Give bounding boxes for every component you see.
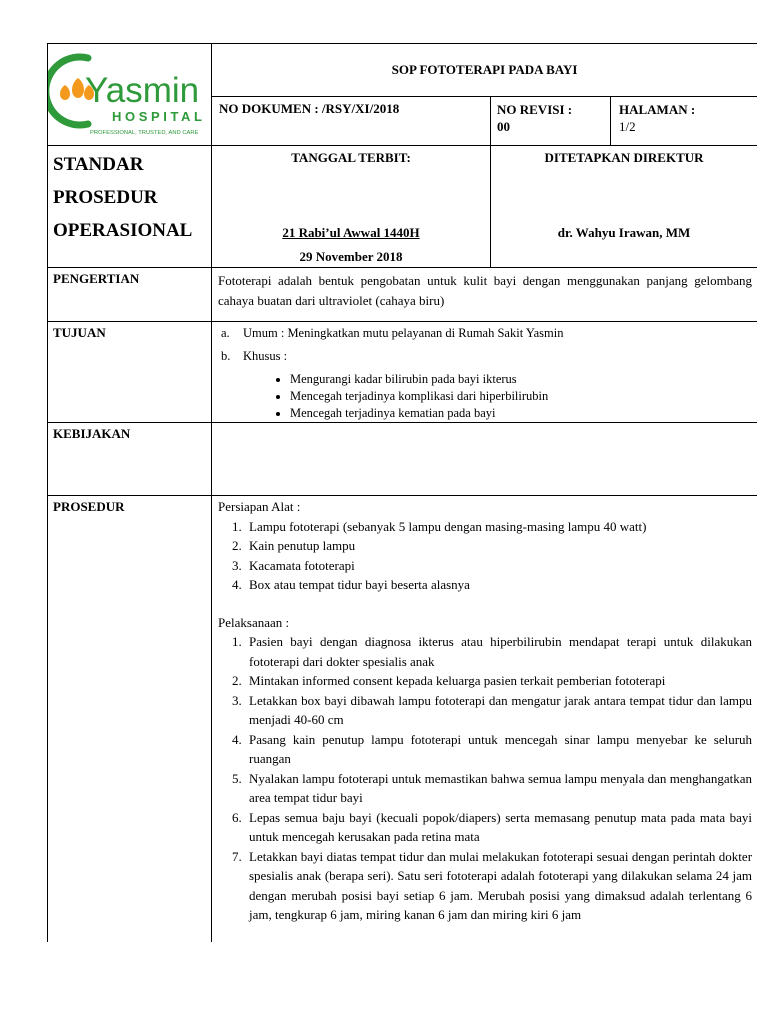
list-item: • Mengurangi kadar bilirubin pada bayi ikterus	[290, 371, 752, 388]
sop-label-line1: STANDAR	[53, 154, 144, 175]
no-revisi-label: NO REVISI :	[497, 102, 573, 117]
tanggal-terbit-cell	[212, 146, 491, 268]
list-item: 6. Lepas semua baju bayi (kecuali popok/diapers) serta memasang penutup mata pada mata bayi untuk mencegah kerusakan pada retina mata	[245, 808, 752, 847]
halaman-value: 1/2	[619, 119, 636, 134]
prosedur-content	[212, 496, 758, 943]
list-item: 1. Lampu fototerapi (sebanyak 5 lampu dengan masing-masing lampu 40 watt)	[245, 517, 752, 537]
list-item: 1. Pasien bayi dengan diagnosa ikterus atau hiperbilirubin mendapat terapi untuk dilakukan fototerapi dari dokter spesialis anak	[245, 632, 752, 671]
persiapan-list	[218, 517, 752, 595]
no-dokumen: NO DOKUMEN : /RSY/XI/2018	[212, 97, 491, 146]
pengertian-text: Fototerapi adalah bentuk pengobatan untuk kulit bayi dengan menggunakan panjang gelombang cahaya buatan dari ultraviolet (cahaya biru)	[212, 268, 758, 322]
list-item: 3. Kacamata fototerapi	[245, 556, 752, 576]
orange-drop-icon	[72, 78, 84, 98]
list-item: 3. Letakkan box bayi dibawah lampu fototerapi dan mengatur jarak antara tempat tidur dan lampu menjadi 40-60 cm	[245, 691, 752, 730]
tanggal-masehi: 29 November 2018	[299, 249, 403, 264]
yasmin-hospital-logo	[48, 44, 210, 144]
logo-cell	[48, 44, 212, 146]
list-item: 4. Box atau tempat tidur bayi beserta alasnya	[245, 575, 752, 595]
list-item: • Mencegah terjadinya kematian pada bayi	[290, 405, 752, 422]
tanggal-terbit-label: TANGGAL TERBIT:	[291, 150, 411, 165]
sop-label-line3: OPERASIONAL	[53, 220, 193, 241]
logo-tagline-text: PROFESSIONAL, TRUSTED, AND CARE	[90, 130, 199, 136]
tujuan-item-b: b. Khusus :	[221, 349, 288, 363]
persiapan-title: Persiapan Alat :	[218, 499, 301, 514]
pengertian-label: PENGERTIAN	[48, 268, 212, 322]
sop-document	[47, 43, 757, 942]
halaman	[611, 97, 758, 146]
direktur-name: dr. Wahyu Irawan, MM	[557, 225, 691, 240]
list-item: 7. Letakkan bayi diatas tempat tidur dan mulai melakukan fototerapi sesuai dengan perintah dokter spesialis anak (berapa seri). Satu seri fototerapi adalah fototerapi yang dilakukan selama 24 jam dengan merubah posisi bayi setiap 6 jam. Merubah posisi yang dimaksud adalah terlentang 6 jam, tengkurap 6 jam, miring kanan 6 jam dan miring kiri 6 jam	[245, 847, 752, 925]
logo-sub-text: HOSPITAL	[112, 109, 206, 124]
prosedur-label: PROSEDUR	[48, 496, 212, 943]
tujuan-content	[212, 322, 758, 423]
ditetapkan-label: DITETAPKAN DIREKTUR	[544, 150, 704, 165]
halaman-label: HALAMAN :	[619, 102, 696, 117]
no-revisi	[491, 97, 611, 146]
list-item: • Mencegah terjadinya komplikasi dari hiperbilirubin	[290, 388, 752, 405]
no-revisi-value: 00	[497, 119, 510, 134]
tanggal-hijri: 21 Rabi’ul Awwal 1440H	[282, 225, 420, 240]
document-title: SOP FOTOTERAPI PADA BAYI	[212, 44, 758, 97]
list-item: 2. Mintakan informed consent kepada keluarga pasien terkait pemberian fototerapi	[245, 671, 752, 691]
sop-table	[47, 43, 757, 942]
kebijakan-content	[212, 423, 758, 496]
kebijakan-label: KEBIJAKAN	[48, 423, 212, 496]
sop-label-cell	[48, 146, 212, 268]
logo-name-text: Yasmin	[85, 71, 200, 110]
sop-label-line2: PROSEDUR	[53, 187, 158, 208]
pelaksanaan-list	[218, 632, 752, 925]
tujuan-bullets	[221, 371, 752, 422]
tujuan-item-a: a. Umum : Meningkatkan mutu pelayanan di Rumah Sakit Yasmin	[221, 326, 564, 340]
tujuan-label: TUJUAN	[48, 322, 212, 423]
list-item: 4. Pasang kain penutup lampu fototerapi untuk mencegah sinar lampu menyebar ke seluruh ruangan	[245, 730, 752, 769]
list-item: 5. Nyalakan lampu fototerapi untuk memastikan bahwa semua lampu menyala dan menghangatkan area tempat tidur bayi	[245, 769, 752, 808]
list-item: 2. Kain penutup lampu	[245, 536, 752, 556]
pelaksanaan-title: Pelaksanaan :	[218, 614, 290, 630]
ditetapkan-cell	[491, 146, 758, 268]
